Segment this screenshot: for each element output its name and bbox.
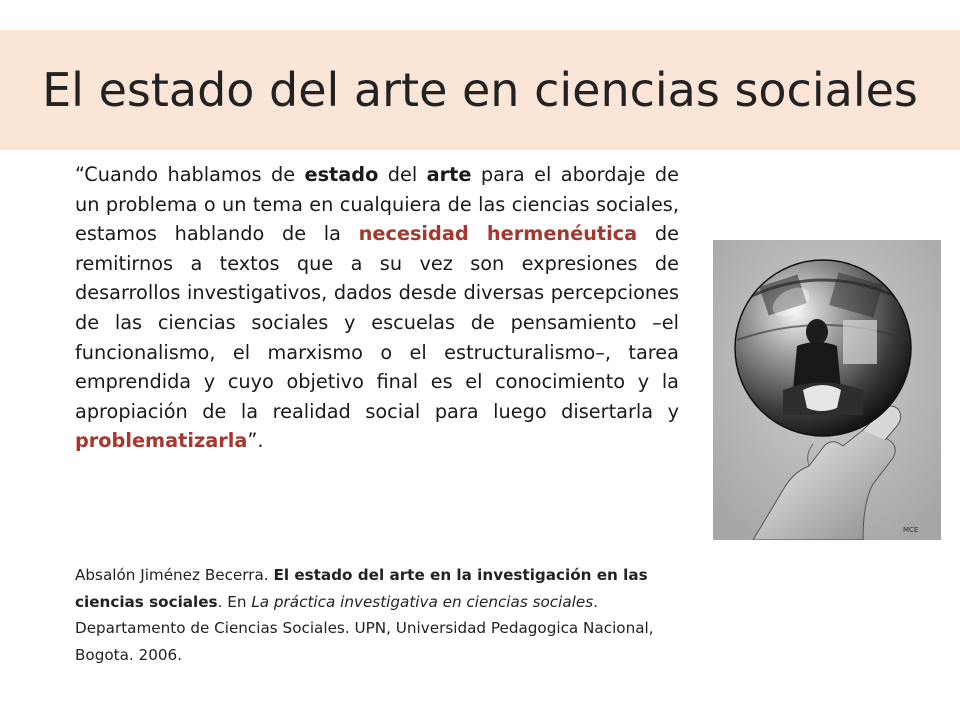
quote-paragraph — [75, 160, 679, 456]
quote-text-5: ”. — [247, 429, 264, 453]
reflecting-sphere-illustration — [713, 240, 941, 540]
artwork-signature: MCE — [903, 526, 919, 534]
quote-text-2: del — [378, 163, 427, 186]
quote-text-1: “Cuando hablamos de — [75, 163, 305, 186]
slide-title: El estado del arte en ciencias sociales — [42, 63, 918, 117]
artwork-image — [713, 240, 941, 540]
quote-text-4: de remitirnos a textos que a su vez son expresiones de desarrollos investigativos, dados desde diversas percepciones de las ciencias sociales y escuelas de pensamiento –el funcionalismo, el marxismo o el estructuralismo–, tarea emprendida y cuyo objetivo final es el conocimiento y la apropiación de la realidad social para luego disertarla y — [75, 222, 679, 423]
term-necesidad-hermeneutica: necesidad hermenéutica — [358, 222, 638, 246]
citation-book-title: La práctica investigativa en ciencias sociales — [251, 592, 594, 611]
citation — [75, 562, 681, 668]
citation-mid: . En — [217, 592, 252, 611]
citation-work-title: El estado del arte en la investigación en las ciencias sociales — [75, 566, 648, 611]
citation-rest: . Departamento de Ciencias Sociales. UPN, Universidad Pedagogica Nacional, Bogota. 2006. — [75, 592, 654, 664]
term-problematizarla: problematizarla — [75, 429, 248, 453]
term-arte: arte — [426, 163, 472, 186]
term-estado: estado — [304, 163, 379, 186]
citation-author: Absalón Jiménez Becerra. — [75, 566, 274, 584]
quote-text-3: para el abordaje de un problema o un tema en cualquiera de las ciencias sociales, estamos hablando de la — [75, 163, 679, 246]
